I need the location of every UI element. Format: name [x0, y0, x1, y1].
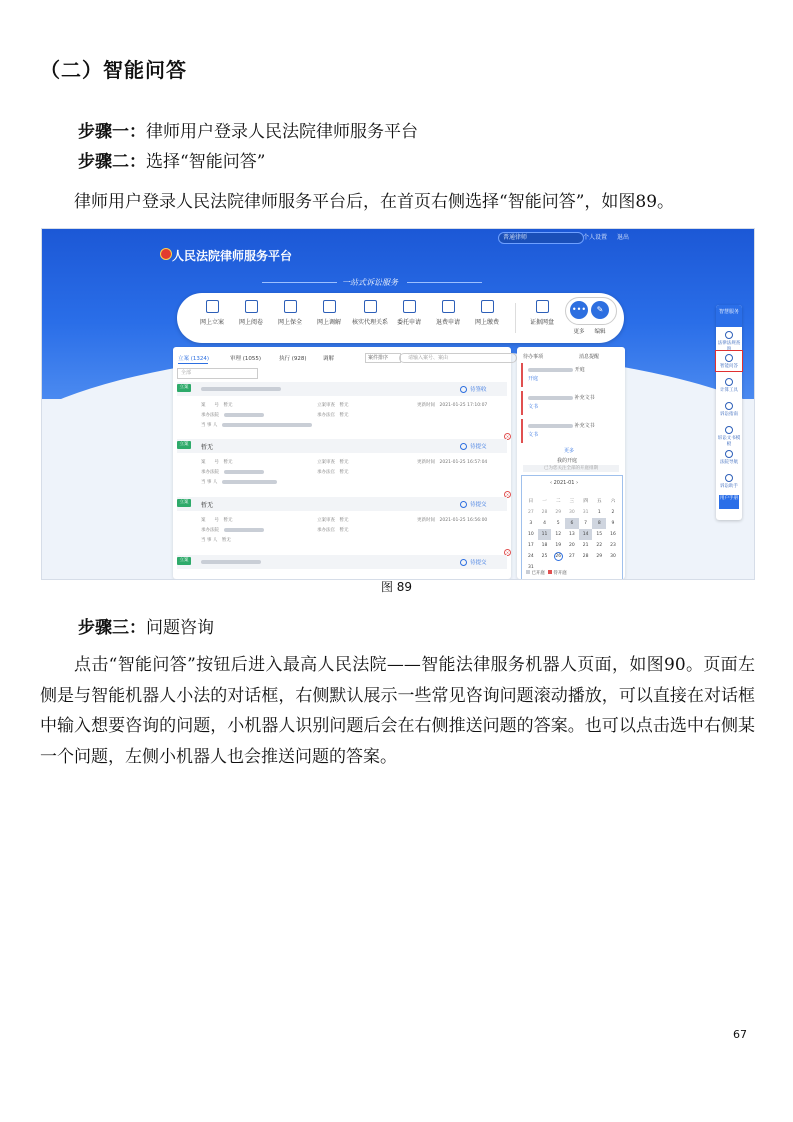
- todo-item[interactable]: 补充文书 文书: [521, 419, 623, 443]
- step3-label: 步骤三：: [78, 618, 146, 638]
- step1-text: 律师用户登录人民法院律师服务平台: [146, 122, 418, 142]
- clock-icon: [460, 559, 467, 566]
- topbar-role-select[interactable]: 普通律师: [498, 232, 584, 244]
- sidebar-item-guide[interactable]: 诉讼指南: [716, 402, 742, 417]
- todo-item[interactable]: 补充文书 文书: [521, 391, 623, 415]
- service-verify-agency[interactable]: 核实代理关系: [349, 297, 391, 326]
- figure-caption: 图 89: [380, 580, 413, 594]
- notice-tab[interactable]: 消息提醒: [579, 354, 600, 360]
- drive-icon: [536, 300, 549, 313]
- case-list-panel: [173, 347, 511, 579]
- section-heading: （二）智能问答: [40, 58, 187, 82]
- sidebar-item-smart-qa[interactable]: 智能问答: [716, 354, 742, 369]
- clock-icon: [460, 386, 467, 393]
- case-search-input[interactable]: 请输入案号、案由: [399, 353, 517, 363]
- service-online-mediation[interactable]: 网上调解: [308, 297, 350, 326]
- sidebar-title: 智慧服务: [716, 305, 742, 327]
- todo-item[interactable]: 开庭 开庭: [521, 363, 623, 387]
- topbar-link-settings[interactable]: 个人设置: [583, 234, 608, 241]
- case-filter-select[interactable]: 全部: [177, 368, 258, 379]
- sidebar-user-manual[interactable]: 用户手册: [719, 495, 739, 509]
- step3-text: 问题咨询: [146, 618, 214, 638]
- service-online-preservation[interactable]: 网上保全: [269, 297, 311, 326]
- users-icon: [323, 300, 336, 313]
- tab-execution[interactable]: 执行 (928): [279, 356, 307, 362]
- envelope-icon: [206, 300, 219, 313]
- close-icon[interactable]: ×: [505, 492, 510, 497]
- todo-more-link[interactable]: 更多: [564, 448, 575, 454]
- my-hearing-heading: 我的开庭: [557, 458, 578, 464]
- step3: [78, 614, 214, 642]
- chevron-right-icon[interactable]: ›: [576, 480, 579, 486]
- sidebar-item-law-search[interactable]: 法律法规查询: [716, 331, 742, 352]
- chevron-left-icon[interactable]: ‹: [550, 480, 552, 486]
- todo-tab[interactable]: 待办事项: [523, 354, 544, 360]
- close-icon[interactable]: ×: [505, 434, 510, 439]
- compass-icon: [725, 402, 733, 410]
- case-item[interactable]: × 立案 待提交: [177, 555, 507, 580]
- service-bar: [177, 293, 624, 343]
- step1: [78, 118, 418, 146]
- close-icon[interactable]: ×: [505, 550, 510, 555]
- calendar-legend: 已开庭 待开庭: [526, 570, 567, 576]
- calendar-grid: 日 一 二 三 四 五 六 27 28 29 30 31 1 2 3 4 5 6 7 8 9 10 11 12 13 14 15 16 17 18 19 20 21 22 23 24 25 26 27 28 29 30 31: [527, 499, 616, 570]
- tab-trial[interactable]: 审理 (1055): [230, 356, 262, 362]
- step2: [78, 148, 265, 176]
- service-evidence-drive[interactable]: 证据网盘: [521, 297, 563, 326]
- search-icon: [725, 331, 733, 339]
- service-online-files[interactable]: 网上阅卷: [230, 297, 272, 326]
- todo-calendar-panel: [517, 347, 625, 579]
- sidebar-item-court-nav[interactable]: 法院导航: [716, 450, 742, 465]
- site-title: 人民法院律师服务平台: [172, 249, 293, 263]
- sidebar-item-templates[interactable]: 诉讼文书模板: [716, 426, 742, 447]
- edit-label: 编辑: [594, 329, 606, 335]
- clock-icon: [460, 443, 467, 450]
- step2-label: 步骤二：: [78, 152, 146, 172]
- document-icon: [725, 426, 733, 434]
- step2-text: 选择“智能问答”: [146, 152, 266, 172]
- document-icon: [245, 300, 258, 313]
- service-online-payment[interactable]: 网上缴费: [466, 297, 508, 326]
- hearing-calendar: [521, 475, 623, 580]
- clock-icon: [460, 501, 467, 508]
- tab-filing[interactable]: 立案 (1324): [178, 356, 210, 362]
- body-paragraph: 点击“智能问答”按钮后进入最高人民法院——智能法律服务机器人页面，如图90。页面左侧是与智能机器人小法的对话框，右侧默认展示一些常见咨询问题滚动播放，可以直接在对话框中输入想要咨询的问题，小机器人识别问题后会在右侧推送问题的答案。也可以点击选中右侧某一个问题，左侧小机器人也会推送问题的答案。: [40, 655, 755, 767]
- assistant-icon: [725, 474, 733, 482]
- payment-icon: [481, 300, 494, 313]
- grid-icon: [725, 450, 733, 458]
- service-online-filing[interactable]: 网上立案: [191, 297, 233, 326]
- case-item[interactable]: 立案 待签收 案 号 暂无 承办法院 当 事 人 立案审查 暂无 承办法官 暂无 更新时间 2021-01-25 17:10:07: [177, 382, 507, 437]
- link-icon: [364, 300, 377, 313]
- smart-service-sidebar: [716, 305, 742, 520]
- service-refund-request[interactable]: 退费申请: [427, 297, 469, 326]
- intro-paragraph: 律师用户登录人民法院律师服务平台后，在首页右侧选择“智能问答”，如图89。: [74, 192, 675, 212]
- page-number: 67: [733, 1028, 747, 1041]
- service-entrust-request[interactable]: 委托申请: [388, 297, 430, 326]
- topbar-link-logout[interactable]: 退出: [617, 234, 630, 241]
- sort-select[interactable]: 案件排序: [365, 353, 401, 363]
- step1-label: 步骤一：: [78, 122, 146, 142]
- tab-mediation[interactable]: 调解: [323, 356, 335, 362]
- calendar-month: ‹ 2021-01 ›: [550, 480, 579, 486]
- edit-icon[interactable]: ✎: [591, 301, 609, 319]
- shield-icon: [284, 300, 297, 313]
- case-item[interactable]: × 立案 暂无 待提交 案 号 暂无 承办法院 当 事 人 立案审查 暂无 承办法官 暂无 更新时间 2021-01-25 16:57:04: [177, 439, 507, 494]
- sidebar-item-assistant[interactable]: 诉讼助手: [716, 474, 742, 489]
- court-emblem-icon: [160, 248, 172, 260]
- calculator-icon: [725, 378, 733, 386]
- smart-qa-highlight-box: [715, 350, 743, 372]
- figure-89-screenshot: [41, 228, 755, 580]
- case-item[interactable]: × 立案 暂无 待提交 案 号 暂无 承办法院 当 事 人 暂无 立案审查 暂无 承办法官 暂无 更新时间 2021-01-25 16:56:00: [177, 497, 507, 552]
- more-icon[interactable]: •••: [570, 301, 588, 319]
- more-label: 更多: [573, 329, 585, 335]
- form-icon: [403, 300, 416, 313]
- refund-icon: [442, 300, 455, 313]
- sidebar-item-calc-tools[interactable]: 计算工具: [716, 378, 742, 393]
- slogan: 一站式诉讼服务: [342, 278, 398, 287]
- hearing-hint: 已为您关注全部的开庭排期: [523, 465, 619, 472]
